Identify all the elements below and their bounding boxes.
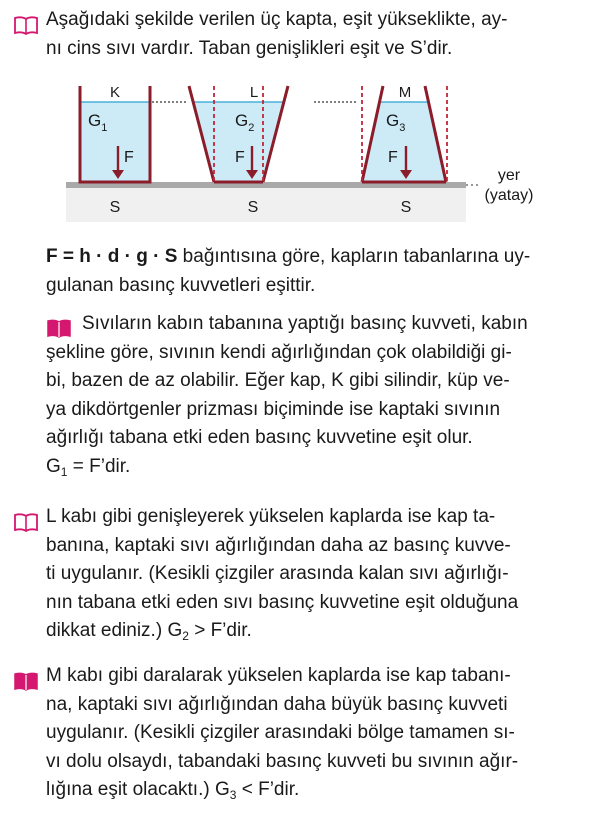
relation-g2: dikkat ediniz.) $G_2$ > F’dir. [46,620,252,643]
label-l: L [249,84,259,101]
open-book-outline-icon [13,15,39,37]
force-label-k: F [124,149,134,166]
open-book-filled-icon [13,671,39,693]
formula-paragraph: F = h · d · g · S bağıntısına göre, kapların tabanlarına uy- gulanan basınç kuvvetleri eşittir. [46,246,531,296]
paragraph-l: L kabı gibi genişleyerek yükselen kaplarda ise kap ta- banına, kaptaki sıvı ağırlığından daha az basınç kuvve- ti uygulanır. (Kesikli çizgiler arasında kalan sıvı ağırlığı- nın tabana etki eden sıvı basınç kuvvetine eşit olduğuna dikkat ediniz.) $G_2$ > F’dir. [46,503,518,646]
base-label-l: S [247,199,259,216]
open-book-outline-icon [13,512,39,534]
label-m: M [398,84,412,101]
relation-g3: lığına eşit olacaktı.) $G_3$ < F’dir. [46,779,300,802]
weight-g2: $G_2$ [235,111,255,134]
paragraph-k: Sıvıların kabın tabanına yaptığı basınç kuvveti, kabın şekline göre, sıvının kendi ağırlığından çok olabildiği gi- bi, bazen de az olabilir. Eğer kap, K gibi silindir, küp ve- ya dikdörtgenler prizması biçiminde ise kaptaki sıvının ağırlığı tabana etki eden basınç kuvvetine eşit olur. $G_1$ = F’dir. [46,310,528,481]
three-containers-diagram [66,82,536,232]
force-label-m: F [388,149,398,166]
weight-g1: $G_1$ [88,111,108,134]
ground-sublabel: (yatay) [484,187,534,204]
pressure-formula: F = h · d · g · S [46,246,178,267]
label-k: K [109,84,121,101]
relation-g1: $G_1$ = F’dir. [46,455,131,479]
weight-g3: $G_3$ [386,111,406,134]
container-l [189,86,288,182]
base-label-k: S [109,199,121,216]
force-label-l: F [235,149,245,166]
ground-label: yer [497,167,521,184]
paragraph-m: M kabı gibi daralarak yükselen kaplarda ise kap tabanı- na, kaptaki sıvı ağırlığından daha büyük basınç kuvveti uygulanır. (Kesikli çizgiler arasındaki bölge tamamen sı- vı dolu olsaydı, tabandaki basınç kuvveti bu sıvının ağır- lığına eşit olacaktı.) $G_3$ < F’dir. [46,662,518,805]
base-label-m: S [400,199,412,216]
intro-paragraph: Aşağıdaki şekilde verilen üç kapta, eşit yükseklikte, ay- nı cins sıvı vardır. Taban genişlikleri eşit ve S’dir. [46,9,508,59]
